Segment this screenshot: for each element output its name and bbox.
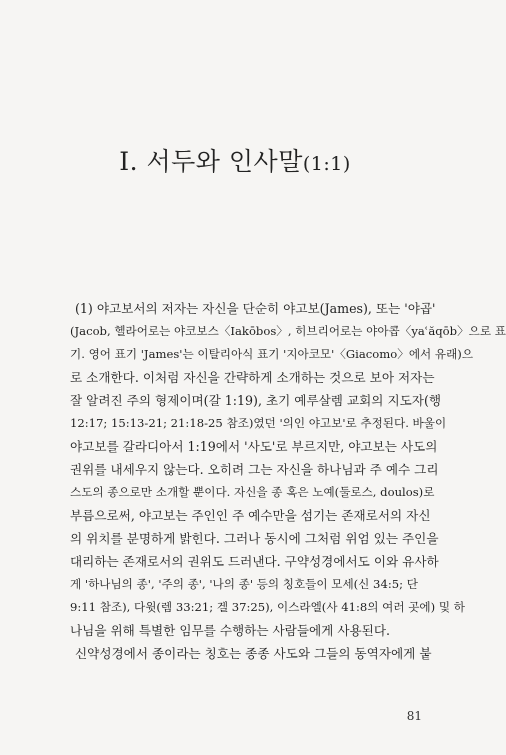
text-line: (1) 야고보서의 저자는 자신을 단순히 야고보(James), 또는 '야곱' [75,301,436,316]
chapter-title [0,142,470,178]
chapter-title-text: Ⅰ. 서두와 인사말 [119,147,303,176]
text-line: 나님을 위해 특별한 임무를 수행하는 사람들에게 사용된다. [70,623,390,638]
text-line: (Jacob, 헬라어로는 야코보스〈Iakōbos〉, 히브리어로는 야아콥〈yaʿăqōb〉으로 표 [70,324,506,338]
text-line: 야고보를 갈라디아서 1:19에서 '사도'로 부르지만, 야고보는 사도의 [70,439,438,454]
text-line: 9:11 참조), 다윗(렘 33:21; 겔 37:25), 이스라엘(사 41:8의 여러 곳에) 및 하 [70,600,465,614]
page-number: 81 [406,709,422,723]
text-line: 권위를 내세우지 않는다. 오히려 그는 자신을 하나님과 주 예수 그리 [70,462,439,477]
text-line: 기. 영어 표기 'James'는 이탈리아식 표기 '지아코모'〈Giacomo〉에서 유래)으 [70,347,474,361]
text-line: 의 위치를 분명하게 밝힌다. 그러나 동시에 그처럼 위엄 있는 주인을 [70,531,439,546]
text-line: 대리하는 존재로서의 권위도 드러낸다. 구약성경에서도 이와 유사하 [70,554,439,569]
text-line: 신약성경에서 종이라는 칭호는 종종 사도와 그들의 동역자에게 붙 [75,646,432,661]
text-line: 스도의 종으로만 소개할 뿐이다. 자신을 종 혹은 노예(둘로스, doulos)로 [70,485,435,499]
chapter-reference: (1:1) [302,153,351,175]
body-text [70,297,506,665]
text-line: 게 '하나님의 종', '주의 종', '나의 종' 등의 칭호들이 모세(신 34:5; 단 [70,577,418,591]
text-line: 로 소개한다. 이처럼 자신을 간략하게 소개하는 것으로 보아 저자는 [70,370,435,385]
text-line: 부름으로써, 야고보는 주인인 주 예수만을 섬기는 존재로서의 자신 [70,508,431,523]
text-line: 12:17; 15:13-21; 21:18-25 참조)였던 '의인 야고보'로 추정된다. 바울이 [70,416,447,430]
text-line: 잘 알려진 주의 형제이며(갈 1:19), 초기 예루살렘 교회의 지도자(행 [70,393,442,408]
